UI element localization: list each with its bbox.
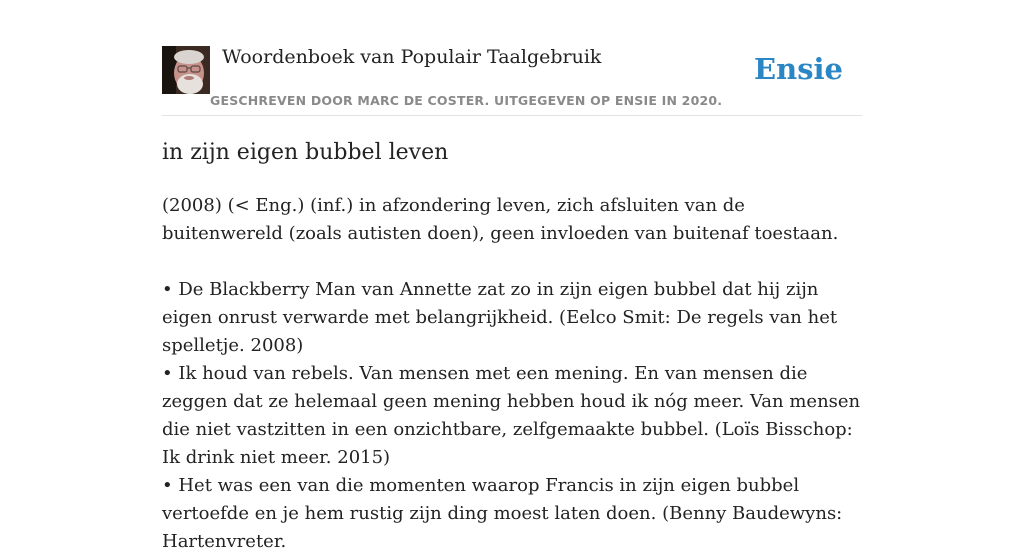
author-portrait-icon: [162, 46, 210, 94]
example-quote: • De Blackberry Man van Annette zat zo in zijn eigen bubbel dat hij zijn eigen onrust verwarde met belangrijkheid. (Eelco Smit: De regels van het spelletje. 2008): [162, 279, 838, 356]
example-quote: • Ik houd van rebels. Van mensen met een mening. En van mensen die zeggen dat ze helemaal geen mening hebben houd ik nóg meer. Van mensen die niet vastzitten in een onzichtbare, zelfgemaakte bubbel. (Loïs Bisschop: Ik drink niet meer. 2015): [162, 363, 861, 468]
author-avatar[interactable]: [162, 46, 210, 94]
entry-definition: (2008) (< Eng.) (inf.) in afzondering leven, zich afsluiten van de buitenwereld (zoals autisten doen), geen invloeden van buitenaf toestaan.: [162, 195, 839, 244]
entry-body: [162, 192, 867, 556]
dictionary-header: [162, 46, 862, 116]
example-quote: • Het was een van die momenten waarop Francis in zijn eigen bubbel vertoefde en je hem rustig zijn ding moest laten doen. (Benny Baudewyns: Hartenvreter.: [162, 475, 843, 552]
book-title[interactable]: Woordenboek van Populair Taalgebruik: [222, 46, 602, 68]
ensie-logo[interactable]: Ensie: [754, 52, 843, 86]
paragraph-gap: [162, 248, 867, 276]
entry-term: in zijn eigen bubbel leven: [162, 140, 449, 165]
author-byline: GESCHREVEN DOOR MARC DE COSTER. UITGEGEVEN OP ENSIE IN 2020.: [210, 93, 723, 108]
